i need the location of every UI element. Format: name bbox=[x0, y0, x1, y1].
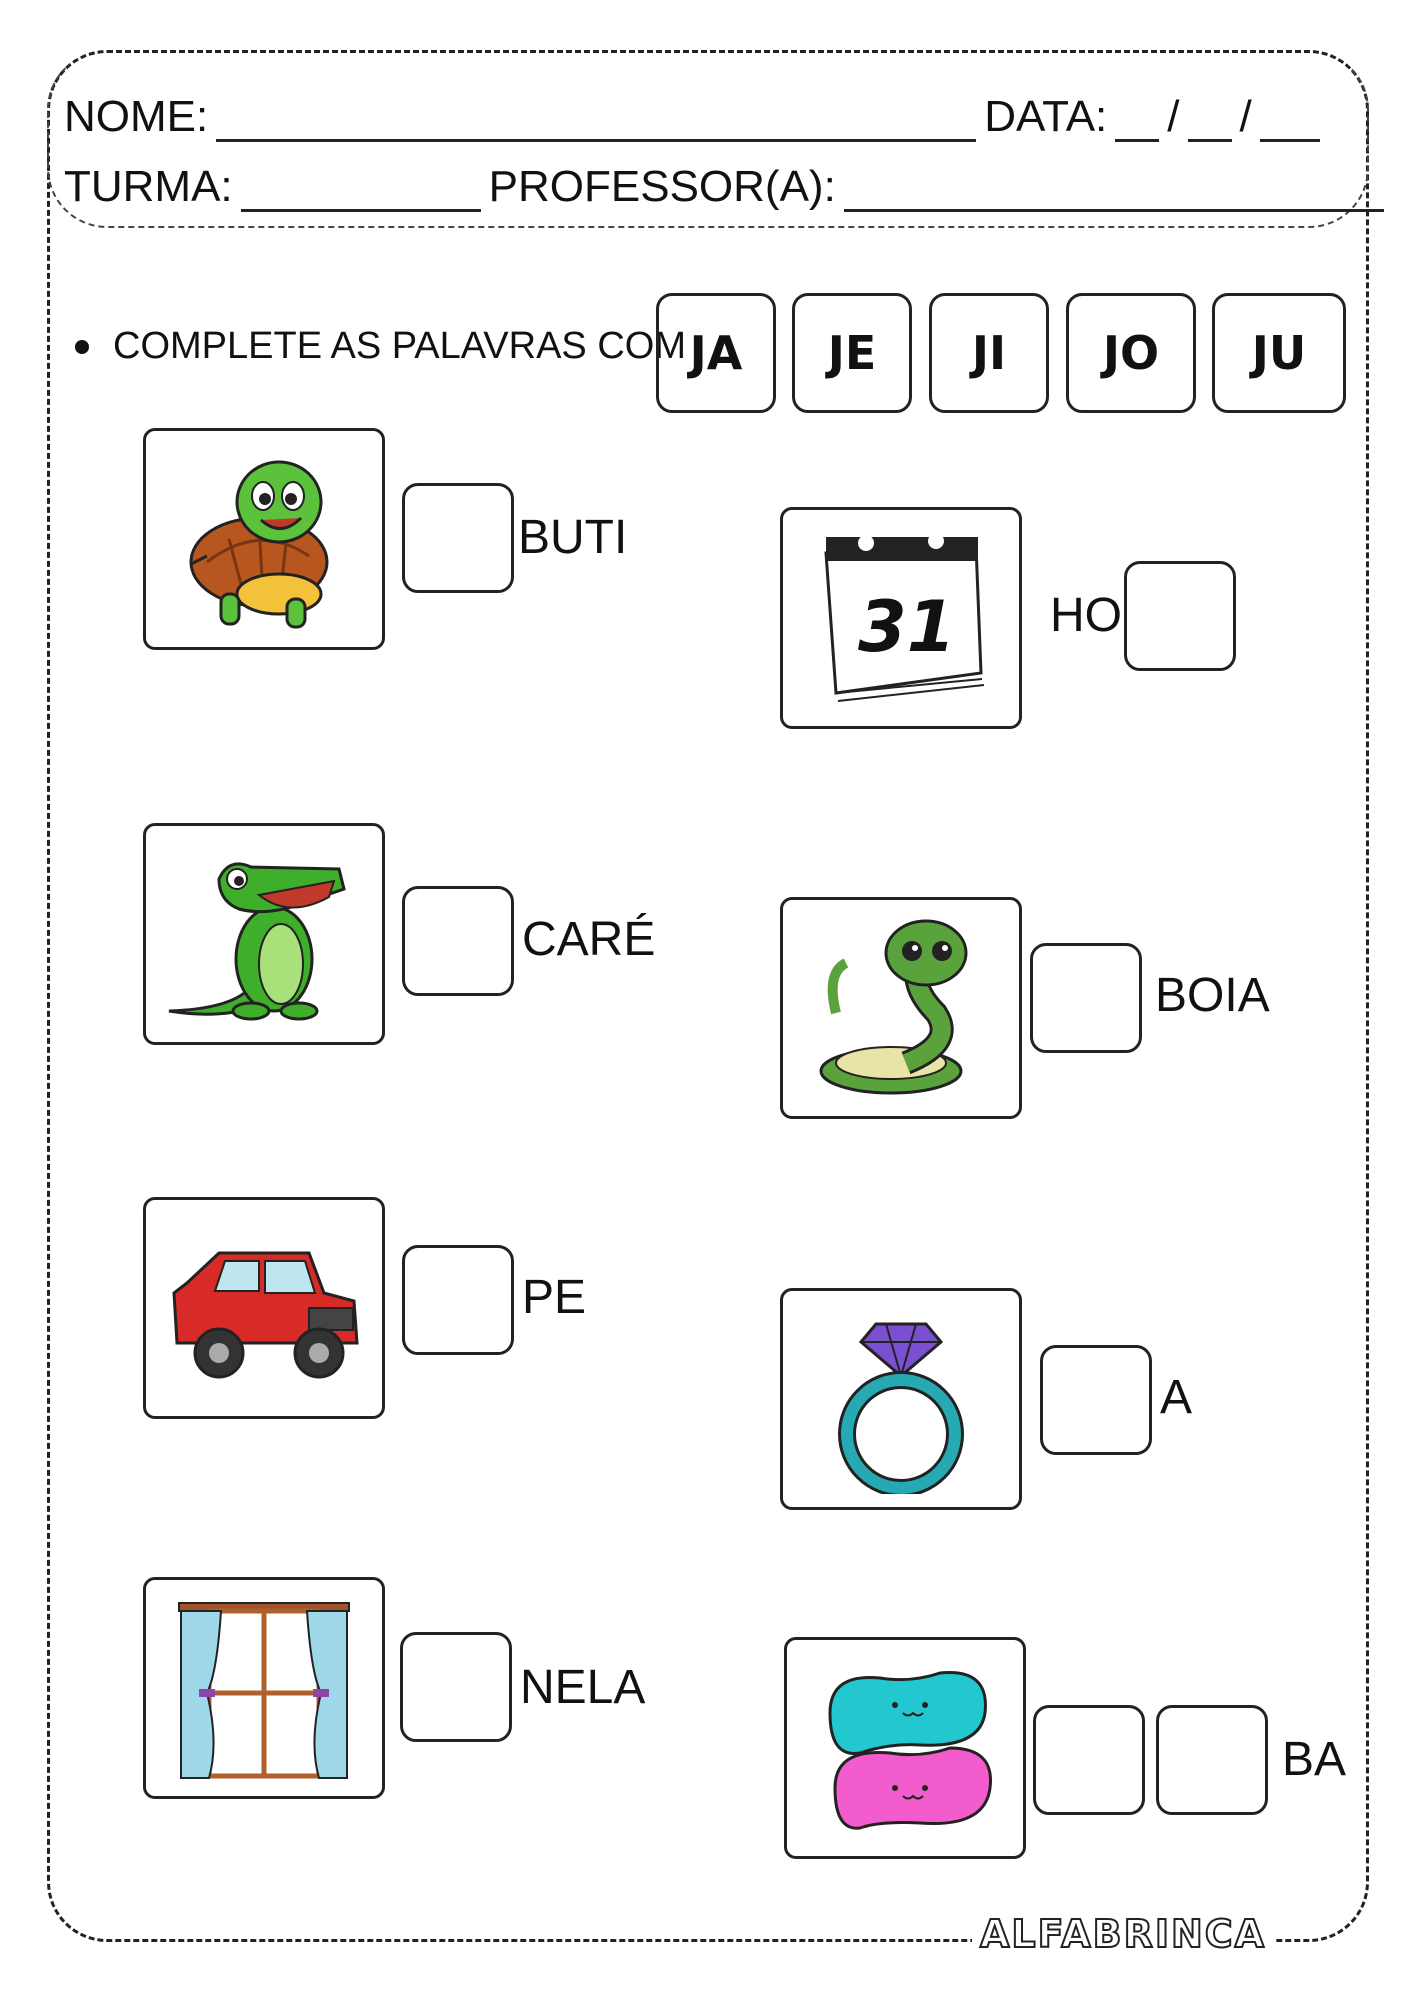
class-field[interactable] bbox=[241, 175, 481, 212]
ring-picture bbox=[780, 1288, 1022, 1510]
date-separator: / bbox=[1239, 92, 1252, 141]
answer-box-snake[interactable] bbox=[1030, 943, 1142, 1053]
jellybean-icon bbox=[800, 1653, 1010, 1843]
brand-logo: ALFABRINCA bbox=[972, 1912, 1274, 1956]
jeep-icon bbox=[159, 1213, 369, 1403]
answer-box-turtle[interactable] bbox=[402, 483, 514, 593]
date-year-field[interactable] bbox=[1260, 105, 1320, 142]
window-picture bbox=[143, 1577, 385, 1799]
syllable-ji: JI bbox=[929, 293, 1049, 413]
snake-icon bbox=[796, 913, 1006, 1103]
ring-icon bbox=[796, 1304, 1006, 1494]
name-row bbox=[64, 92, 1328, 142]
snake-picture bbox=[780, 897, 1022, 1119]
answer-box-alligator[interactable] bbox=[402, 886, 514, 996]
syllable-ja: JA bbox=[656, 293, 776, 413]
word-ring: A bbox=[1160, 1371, 1193, 1424]
word-window: NELA bbox=[520, 1661, 646, 1714]
instruction-text: COMPLETE AS PALAVRAS COM bbox=[113, 325, 686, 367]
window-icon bbox=[159, 1593, 369, 1783]
alligator-picture bbox=[143, 823, 385, 1045]
answer-box-ring[interactable] bbox=[1040, 1345, 1152, 1455]
instruction bbox=[75, 325, 686, 368]
bullet-icon bbox=[75, 340, 89, 354]
calendar-icon bbox=[796, 523, 1006, 713]
class-row bbox=[64, 162, 1392, 212]
answer-box-calendar[interactable] bbox=[1124, 561, 1236, 671]
name-field[interactable] bbox=[216, 105, 976, 142]
word-alligator: CARÉ bbox=[522, 913, 656, 966]
answer-box-jeep[interactable] bbox=[402, 1245, 514, 1355]
alligator-icon bbox=[159, 839, 369, 1029]
answer-box-window[interactable] bbox=[400, 1632, 512, 1742]
jellybean-picture bbox=[784, 1637, 1026, 1859]
word-jeep: PE bbox=[522, 1271, 587, 1324]
word-snake: BOIA bbox=[1155, 969, 1270, 1022]
word-turtle: BUTI bbox=[518, 511, 628, 564]
date-separator: / bbox=[1167, 92, 1180, 141]
calendar-number: 31 bbox=[858, 586, 956, 668]
date-month-field[interactable] bbox=[1188, 105, 1232, 142]
syllable-je: JE bbox=[792, 293, 912, 413]
turtle-picture bbox=[143, 428, 385, 650]
name-label: NOME: bbox=[64, 92, 209, 141]
jeep-picture bbox=[143, 1197, 385, 1419]
turtle-icon bbox=[159, 444, 369, 634]
teacher-field[interactable] bbox=[844, 175, 1384, 212]
syllable-jo: JO bbox=[1066, 293, 1196, 413]
syllable-ju: JU bbox=[1212, 293, 1346, 413]
word-jellybean: BA bbox=[1282, 1733, 1347, 1786]
calendar-picture bbox=[780, 507, 1022, 729]
word-calendar: HO bbox=[1050, 589, 1122, 642]
answer-box-jellybean-1[interactable] bbox=[1033, 1705, 1145, 1815]
teacher-label: PROFESSOR(A): bbox=[488, 162, 836, 211]
date-label: DATA: bbox=[984, 92, 1108, 141]
class-label: TURMA: bbox=[64, 162, 233, 211]
date-day-field[interactable] bbox=[1115, 105, 1159, 142]
answer-box-jellybean-2[interactable] bbox=[1156, 1705, 1268, 1815]
